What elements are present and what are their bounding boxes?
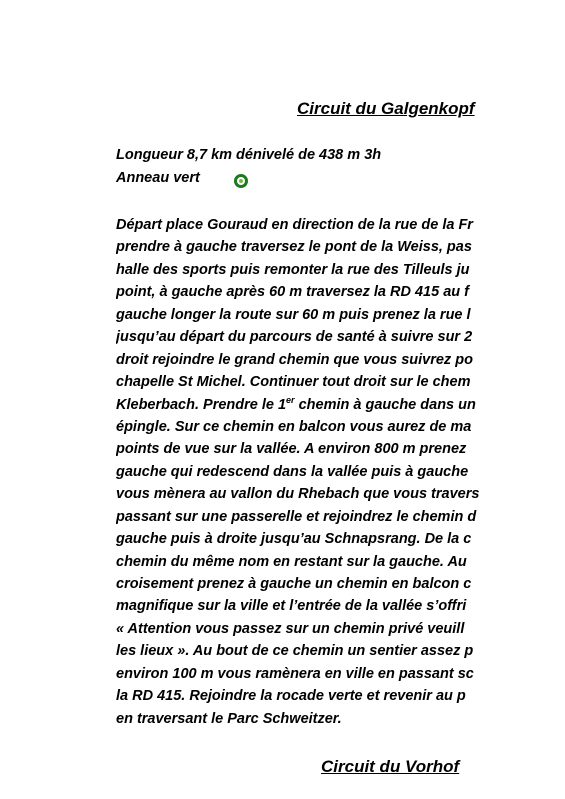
description-line: jusqu’au départ du parcours de santé à suivre sur 2 [116, 329, 473, 346]
description-line: environ 100 m vous ramènera en ville en passant sc [116, 665, 474, 682]
circuit-title: Circuit du Galgenkopf [297, 99, 475, 118]
circuit-description [116, 214, 565, 730]
circuit-title: Circuit du Vorhof [321, 757, 460, 776]
description-line-start: Kleberbach. Prendre le 1 [116, 396, 287, 413]
description-line: point, à gauche après 60 m traversez la RD 415 au f [116, 284, 469, 301]
green-ring-icon [234, 174, 248, 188]
description-line: croisement prenez à gauche un chemin en balcon c [116, 576, 472, 592]
description-line: chapelle St Michel. Continuer tout droit sur le chem [116, 374, 471, 391]
description-line [116, 394, 565, 416]
description-line: en traversant le Parc Schweitzer. [116, 710, 342, 727]
description-line: magnifique sur la ville et l’entrée de la vallée s’offri [116, 598, 467, 615]
description-line: chemin du même nom en restant sur la gauche. Au [116, 553, 467, 570]
description-line: halle des sports puis remonter la rue des Tilleuls ju [116, 261, 470, 278]
description-line: gauche puis à droite jusqu’au Schnapsrang. De la c [116, 531, 472, 548]
description-line: Départ place Gouraud en direction de la rue de la Fr [116, 217, 473, 233]
description-line: droit rejoindre le grand chemin que vous suivrez po [116, 351, 473, 368]
description-line: passant sur une passerelle et rejoindrez le chemin d [116, 508, 477, 525]
description-line: points de vue sur la vallée. A environ 800 m prenez [116, 441, 467, 458]
trail-marker-label: Anneau vert [116, 170, 200, 186]
description-line: les lieux ». Au bout de ce chemin un sentier assez p [116, 643, 474, 660]
description-line: gauche longer la route sur 60 m puis prenez la rue l [116, 306, 471, 323]
description-line: vous mènera au vallon du Rhebach que vous travers [116, 486, 480, 503]
description-line: « Attention vous passez sur un chemin privé veuill [116, 620, 465, 637]
description-line: la RD 415. Rejoindre la rocade verte et revenir au p [116, 688, 466, 705]
description-line: prendre à gauche traversez le pont de la Weiss, pas [116, 239, 472, 256]
ordinal-superscript: er [286, 394, 295, 405]
description-line: gauche qui redescend dans la vallée puis à gauche [116, 463, 469, 480]
description-line-end: chemin à gauche dans un [294, 396, 476, 413]
length-elevation-duration: Longueur 8,7 km dénivelé de 438 m 3h [116, 147, 382, 163]
description-line: épingle. Sur ce chemin en balcon vous aurez de ma [116, 418, 472, 435]
